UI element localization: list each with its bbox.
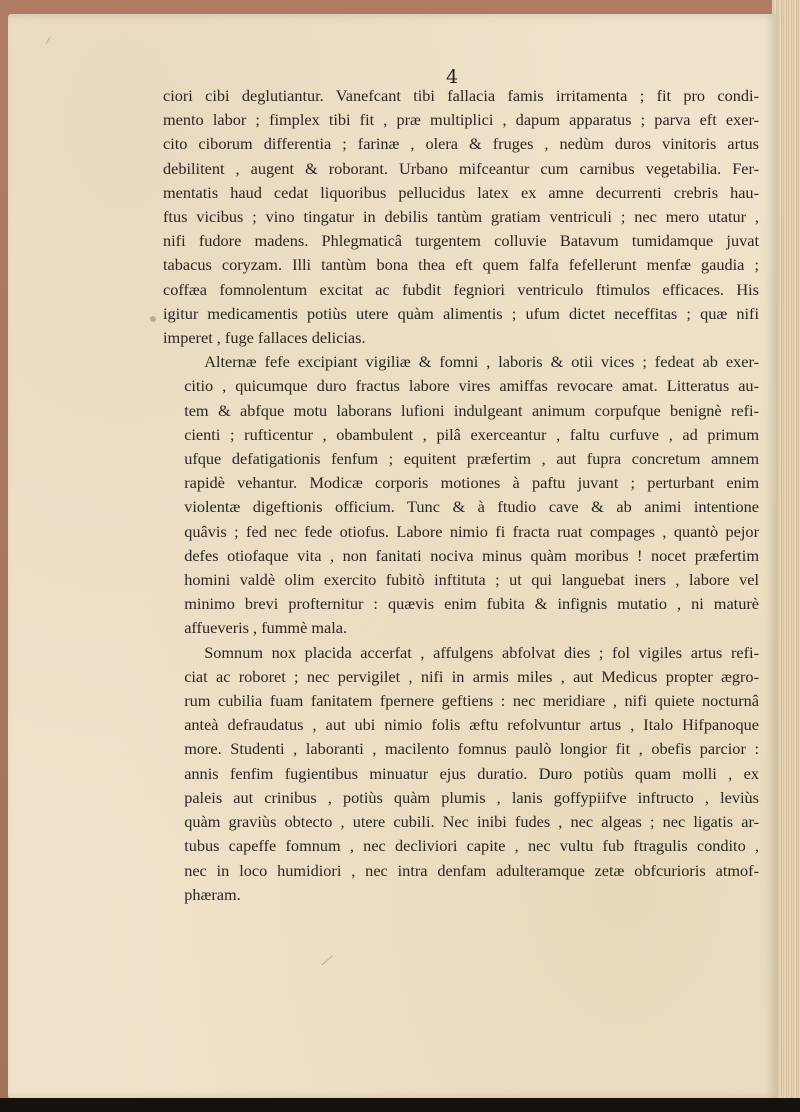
text-line: tubus capeffe fomnum , nec decliviori capite , nec vultu fub ftragulis condito , <box>184 836 759 856</box>
text-line: ufque defatigationis fenfum ; equitent præfertim , aut fupra concretum amnem <box>184 449 759 469</box>
ink-blot <box>150 316 156 322</box>
text-line: rapidè vehantur. Modicæ corporis motiones à paftu juvant ; perturbant enim <box>184 473 759 493</box>
text-line: ftus vicibus ; vino tingatur in debilis tantùm gratiam ventriculi ; nec mero utatur , <box>163 207 759 227</box>
scan-border <box>0 1098 800 1112</box>
text-line: Alternæ fefe excipiant vigiliæ & fomni , laboris & otii vices ; fedeat ab exer- <box>204 352 759 372</box>
paragraph-1 <box>163 84 759 350</box>
text-line: paleis aut crinibus , potiùs quàm plumis , lanis goffypiifve inftructo , leviùs <box>184 787 759 807</box>
text-line: tabacus coryzam. Illi tantùm bona thea eft quem falfa fefellerunt menfæ gaudia ; <box>163 255 759 275</box>
text-line: imperet , fuge fallaces delicias. <box>163 328 366 348</box>
page-number: 4 <box>446 66 459 88</box>
text-line: cienti ; rufticentur , obambulent , pilâ exerceantur , faltu curfuve , ad primum <box>184 424 759 444</box>
body-text <box>163 84 759 907</box>
text-line: nec in loco humidiori , nec intra denfam adulteramque zetæ obfcurioris atmof- <box>184 860 759 880</box>
text-line: rum cubilia fuam fanitatem fpernere geftiens : nec meridiare , nifi quiete nocturnâ <box>184 691 759 711</box>
text-line: ciori cibi deglutiantur. Vanefcant tibi fallacia famis irritamenta ; fit pro condi- <box>163 86 759 105</box>
text-line: ciat ac roboret ; nec pervigilet , nifi in armis miles , aut Medicus propter ægro- <box>184 666 759 686</box>
text-line: mentatis haud cedat liquoribus pellucidus latex ex amne decurrenti crebris hau- <box>163 182 759 202</box>
text-line: phæram. <box>184 884 241 904</box>
text-line: coffæa fomnolentum excitat ac fubdit fegniori ventriculo ftimulos efficaces. His <box>163 279 759 299</box>
text-line: mento labor ; fimplex tibi fit , præ multiplici , dapum apparatus ; parva eft exer- <box>163 110 759 130</box>
text-line: affueveris , fummè mala. <box>184 618 348 638</box>
text-line: tem & abfque motu laborans lufioni indulgeant animum corpufque benignè refi- <box>184 400 759 420</box>
paragraph-3 <box>163 641 759 907</box>
text-line: quâvis ; fed nec fede otiofus. Labore nimio fi fracta ruat compages , quantò pejor <box>184 521 759 541</box>
text-line: minimo brevi profternitur : quævis enim fubita & infignis mutatio , ni maturè <box>184 594 759 614</box>
text-line: cito ciborum differentia ; farinæ , olera & fruges , nedùm duros vinitoris artus <box>163 134 759 154</box>
text-line: violentæ digeftionis officium. Tunc & à ftudio cave & ab animi intentione <box>184 497 759 517</box>
text-line: debilitent , augent & roborant. Urbano mifceantur cum carnibus vegetabilia. Fer- <box>163 158 759 178</box>
text-line: defes otiofaque vita , non fanitati nociva minus quàm moribus ! nocet præfertim <box>184 545 759 565</box>
text-line: igitur medicamentis potiùs utere quàm alimentis ; ufum dictet neceffitas ; quæ nifi <box>163 303 759 323</box>
text-line: nifi fudore madens. Phlegmaticâ turgentem colluvie Batavum tumidamque juvat <box>163 231 759 251</box>
text-line: anteà defraudatus , aut ubi nimio folis æftu refolvuntur artus , Italo Hifpanoque <box>184 715 759 735</box>
text-line: quàm graviùs obtecto , utere cubili. Nec inibi fudes , nec algeas ; nec ligatis ar- <box>184 812 759 832</box>
text-line: annis fenfim fugientibus minuatur ejus duratio. Duro potiùs quam molli , ex <box>184 763 759 783</box>
text-line: citio , quicumque duro fractus labore vires amiffas revocare amat. Litteratus au- <box>184 376 759 396</box>
paragraph-2 <box>163 350 759 640</box>
text-line: Somnum nox placida accerfat , affulgens abfolvat dies ; fol vigiles artus refi- <box>204 642 759 662</box>
text-line: more. Studenti , laboranti , macilento fomnus paulò longior fit , obefis parcior : <box>184 739 759 759</box>
text-line: homini valdè olim exercito fubitò inftituta ; ut qui languebat iners , labore vel <box>184 570 759 590</box>
